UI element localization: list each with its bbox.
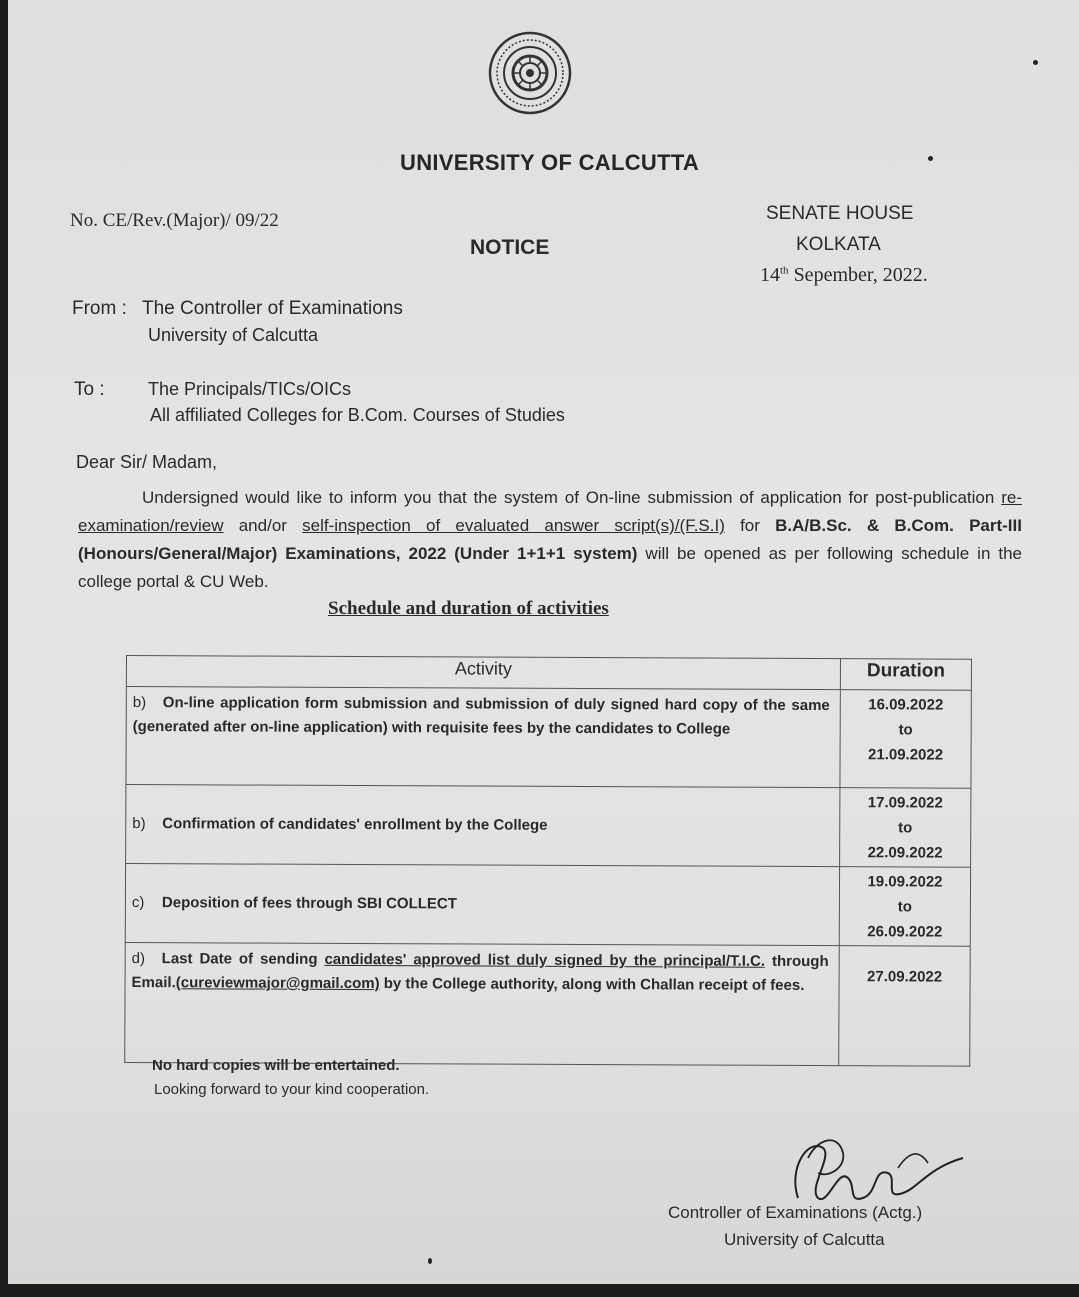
closing-note: Looking forward to your kind cooperation. bbox=[154, 1081, 430, 1098]
reference-number: No. CE/Rev.(Major)/ 09/22 bbox=[70, 210, 279, 231]
university-seal-icon bbox=[487, 30, 573, 116]
from-line-2: University of Calcutta bbox=[148, 325, 319, 345]
duration-cell: 19.09.2022 to 26.09.2022 bbox=[839, 867, 970, 947]
duration-cell: 17.09.2022 to 22.09.2022 bbox=[840, 788, 971, 868]
schedule-table bbox=[124, 655, 972, 1067]
activity-cell: c) Deposition of fees through SBI COLLECT bbox=[125, 864, 839, 946]
activity-cell: b) On-line application form submission and submission of duly signed hard copy of the same (generated after on-line application) with requisite fees by the candidates to College bbox=[126, 687, 840, 788]
duration-cell: 27.09.2022 bbox=[839, 946, 971, 1067]
university-title: UNIVERSITY OF CALCUTTA bbox=[400, 150, 700, 175]
activity-cell: d) Last Date of sending candidates' approved list duly signed by the principal/T.I.C. through Email.(cureviewmajor@gmail.com) by the College authority, along with Challan receipt of fees. bbox=[125, 942, 840, 1065]
to-line-1: The Principals/TICs/OICs bbox=[148, 379, 352, 399]
table-row bbox=[125, 864, 970, 947]
no-hard-copy-note: No hard copies will be entertained. bbox=[152, 1057, 400, 1074]
salutation: Dear Sir/ Madam, bbox=[76, 452, 218, 472]
notice-date: 14th Sepember, 2022. bbox=[760, 264, 928, 286]
ink-speck bbox=[428, 1258, 432, 1264]
from-label: From : bbox=[72, 298, 127, 319]
notice-document bbox=[8, 0, 1079, 1284]
to-label: To : bbox=[74, 379, 105, 400]
activity-cell: b) Confirmation of candidates' enrollment by the College bbox=[126, 785, 840, 867]
to-line-2: All affiliated Colleges for B.Com. Courses of Studies bbox=[150, 405, 565, 425]
from-line-1: The Controller of Examinations bbox=[142, 298, 403, 319]
signatory-university: University of Calcutta bbox=[724, 1230, 885, 1249]
ink-speck bbox=[1033, 60, 1038, 65]
table-row bbox=[125, 942, 971, 1066]
duration-column-header: Duration bbox=[840, 659, 971, 691]
schedule-heading: Schedule and duration of activities bbox=[328, 598, 609, 619]
table-row bbox=[126, 785, 971, 868]
address-line-2: KOLKATA bbox=[796, 234, 881, 255]
signatory-title: Controller of Examinations (Actg.) bbox=[668, 1203, 923, 1222]
notice-heading: NOTICE bbox=[470, 236, 550, 259]
duration-cell: 16.09.2022 to 21.09.2022 bbox=[840, 690, 971, 789]
body-paragraph: Undersigned would like to inform you that the system of On-line submission of application for post-publication re-examination/review and/or self-inspection of evaluated answer script(s)/(F.S.I) for B.A/B.Sc. & B.Com. Part-III (Honours/General/Major) Examinations, 2022 (Under 1+1+1 system) will be opened as per following schedule in the college portal & CU Web. bbox=[78, 488, 1022, 591]
table-row bbox=[126, 687, 971, 789]
activity-column-header: Activity bbox=[126, 656, 840, 690]
address-line-1: SENATE HOUSE bbox=[766, 203, 914, 224]
ink-speck bbox=[928, 156, 933, 161]
